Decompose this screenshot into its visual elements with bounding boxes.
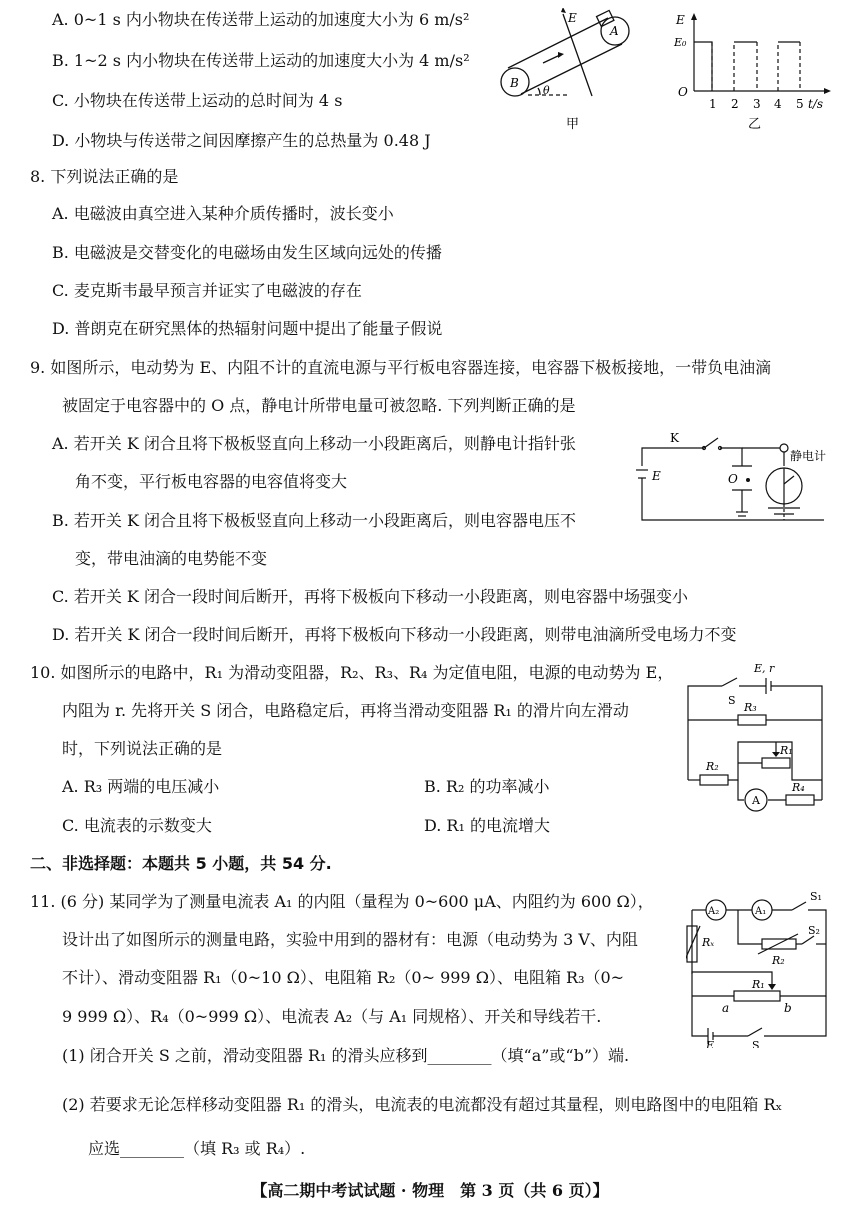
fig-jia-label-b: B: [510, 76, 519, 90]
q10-option-d: D. R₁ 的电流增大: [424, 816, 550, 835]
fig-yi-level: E₀: [674, 36, 687, 49]
fig-q9-e: E: [652, 469, 661, 483]
fig-q9-meter: 静电计: [790, 449, 827, 463]
q10-option-a: A. R₃ 两端的电压减小: [62, 777, 220, 796]
q7-option-c: C. 小物块在传送带上运动的总时间为 4 s: [52, 91, 343, 110]
fig-q10-er: E, r: [754, 662, 775, 675]
fig-q11-r1: R₁: [752, 978, 765, 991]
q10-option-b: B. R₂ 的功率减小: [424, 777, 550, 796]
q9-option-a-line1: A. 若开关 K 闭合且将下极板竖直向上移动一小段距离后，则静电计指针张: [52, 434, 576, 453]
q9-stem-line2: 被固定于电容器中的 O 点，静电计所带电量可被忽略. 下列判断正确的是: [62, 396, 576, 415]
q11-part-1: (1) 闭合开关 S 之前，滑动变阻器 R₁ 的滑头应移到________（填“a”或“b”）端.: [62, 1046, 630, 1065]
q8-stem: 8. 下列说法正确的是: [30, 167, 179, 186]
q11-stem-line2: 设计出了如图所示的测量电路，实验中用到的器材有：电源（电动势为 3 V、内阻: [62, 930, 638, 949]
conveyor-figure: [488, 8, 648, 130]
fig-q10-a: A: [752, 794, 760, 807]
q9-option-a-line2: 角不变，平行板电容器的电容值将变大: [75, 472, 348, 491]
capacitor-circuit-figure: [634, 428, 830, 524]
fig-yi-tick-4: 4: [774, 97, 782, 111]
section-two-heading: 二、非选择题：本题共 5 小题，共 54 分.: [30, 854, 332, 873]
fig-yi-axis-y: E: [676, 13, 685, 27]
fig-yi-tick-5: 5: [796, 97, 804, 111]
q7-option-a: A. 0~1 s 内小物块在传送带上运动的加速度大小为 6 m/s²: [52, 10, 470, 29]
q9-option-b-line2: 变，带电油滴的电势能不变: [75, 549, 268, 568]
page-footer: 【高二期中考试试题 · 物理 第 3 页（共 6 页）】: [251, 1181, 609, 1200]
fig-q10-s: S: [728, 694, 736, 707]
fig-q10-r2: R₂: [706, 760, 719, 773]
fig-q9-o: O: [728, 472, 738, 486]
fig-q11-e: E: [706, 1039, 715, 1048]
q11-circuit-figure: [686, 888, 832, 1048]
q10-circuit-figure: [682, 660, 828, 812]
fig-yi-axis-x: t/s: [808, 97, 824, 111]
fig-q11-a1: A₁: [755, 906, 767, 917]
q10-stem-line2: 内阻为 r. 先将开关 S 闭合，电路稳定后，再将当滑动变阻器 R₁ 的滑片向左滑动: [62, 701, 629, 720]
q9-stem-line1: 9. 如图所示，电动势为 E、内阻不计的直流电源与平行板电容器连接，电容器下极板接地，一带负电油滴: [30, 358, 772, 377]
q10-option-c: C. 电流表的示数变大: [62, 816, 212, 835]
fig-yi-tick-1: 1: [709, 97, 717, 111]
energy-time-graph: [664, 8, 834, 130]
fig-q9-k: K: [670, 431, 679, 445]
fig-jia-caption: 甲: [566, 117, 580, 130]
fig-q11-b: b: [784, 1001, 792, 1015]
q8-option-b: B. 电磁波是交替变化的电磁场由发生区域向远处的传播: [52, 243, 442, 262]
fig-yi-tick-2: 2: [731, 97, 739, 111]
q9-option-d: D. 若开关 K 闭合一段时间后断开，再将下极板向下移动一小段距离，则带电油滴所受电场力不变: [52, 625, 737, 644]
fig-q11-a: a: [722, 1001, 730, 1015]
fig-q10-r1: R₁: [780, 744, 793, 757]
fig-q11-rx: Rₓ: [702, 936, 715, 949]
q11-stem-line4: 9 999 Ω）、R₄（0~999 Ω）、电流表 A₂（与 A₁ 同规格）、开关和导线若干.: [62, 1007, 602, 1026]
q9-option-b-line1: B. 若开关 K 闭合且将下极板竖直向上移动一小段距离后，则电容器电压不: [52, 511, 577, 530]
fig-q11-s1: S₁: [810, 890, 822, 903]
q10-stem-line1: 10. 如图所示的电路中，R₁ 为滑动变阻器，R₂、R₃、R₄ 为定值电阻，电源的电动势为 E，: [30, 663, 674, 682]
q11-stem-line3: 不计）、滑动变阻器 R₁（0~10 Ω）、电阻箱 R₂（0~ 999 Ω）、电阻箱 R₃（0~: [62, 968, 625, 987]
fig-jia-label-a: A: [610, 24, 619, 38]
fig-yi-caption: 乙: [748, 117, 762, 130]
fig-q11-r2: R₂: [772, 954, 785, 967]
fig-q11-s: S: [752, 1039, 760, 1048]
q8-option-c: C. 麦克斯韦最早预言并证实了电磁波的存在: [52, 281, 362, 300]
q7-option-d: D. 小物块与传送带之间因摩擦产生的总热量为 0.48 J: [52, 131, 431, 150]
q7-option-b: B. 1~2 s 内小物块在传送带上运动的加速度大小为 4 m/s²: [52, 51, 470, 70]
q11-part-2-line1: (2) 若要求无论怎样移动变阻器 R₁ 的滑头，电流表的电流都没有超过其量程，则电路图中的电阻箱 Rₓ: [62, 1095, 783, 1114]
q9-option-c: C. 若开关 K 闭合一段时间后断开，再将下极板向下移动一小段距离，则电容器中场强变小: [52, 587, 688, 606]
fig-q10-r3: R₃: [744, 701, 757, 714]
fig-q11-s2: S₂: [808, 924, 820, 937]
fig-q10-r4: R₄: [792, 781, 805, 794]
fig-q11-a2: A₂: [708, 906, 720, 917]
fig-yi-tick-3: 3: [753, 97, 761, 111]
fig-yi-origin: O: [678, 85, 688, 99]
q11-stem-line1: 11. (6 分) 某同学为了测量电流表 A₁ 的内阻（量程为 0~600 μA、内阻约为 600 Ω），: [30, 892, 654, 911]
q11-part-2-line2: 应选________（填 R₃ 或 R₄）.: [88, 1139, 306, 1158]
q8-option-d: D. 普朗克在研究黑体的热辐射问题中提出了能量子假说: [52, 319, 443, 338]
fig-jia-label-theta: θ: [543, 84, 550, 97]
fig-jia-label-e: E: [568, 11, 577, 25]
q8-option-a: A. 电磁波由真空进入某种介质传播时，波长变小: [52, 204, 394, 223]
q10-stem-line3: 时，下列说法正确的是: [62, 739, 223, 758]
